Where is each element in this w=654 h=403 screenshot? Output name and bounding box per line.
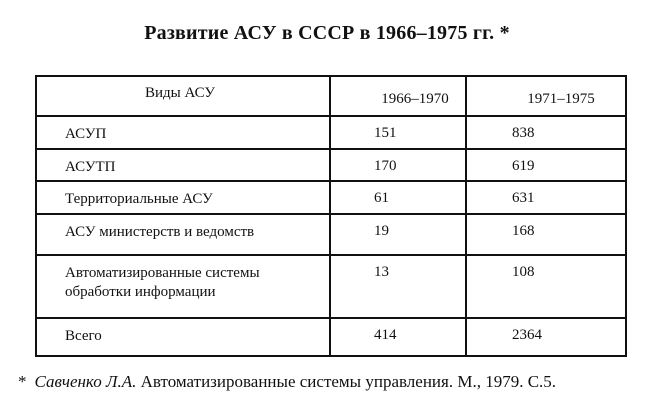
cell-y1-value: 13 <box>374 264 389 280</box>
cell-y2-value: 619 <box>512 158 535 174</box>
cell-y2 <box>466 255 626 318</box>
cell-y1-value: 170 <box>374 158 397 174</box>
cell-y1 <box>330 255 466 318</box>
cell-y2-value: 838 <box>512 125 535 141</box>
cell-y1-value: 61 <box>374 190 389 206</box>
header-period-1966-1970 <box>330 76 466 116</box>
footnote-text: Автоматизированные системы управления. М., 1979. С.5. <box>136 372 557 391</box>
cell-kind-text: Территориальные АСУ <box>65 191 213 207</box>
cell-kind-text: Автоматизированные системы обработки информации <box>65 265 260 300</box>
header-y2-label: 1971–1975 <box>527 91 595 107</box>
cell-y2-value: 168 <box>512 223 535 239</box>
data-table <box>35 75 627 357</box>
cell-kind-text: АСУП <box>65 126 107 142</box>
cell-y1 <box>330 214 466 255</box>
header-period-1971-1975 <box>466 76 626 116</box>
table-row-total <box>36 318 626 356</box>
cell-kind-text: Всего <box>65 328 102 344</box>
cell-y1 <box>330 149 466 181</box>
cell-kind <box>36 255 330 318</box>
cell-y1 <box>330 181 466 214</box>
table-header-row <box>36 76 626 116</box>
cell-y2 <box>466 116 626 149</box>
table-row <box>36 149 626 181</box>
footnote-author: Савченко Л.А. <box>34 372 137 391</box>
cell-kind <box>36 318 330 356</box>
table-row <box>36 255 626 318</box>
table-row <box>36 116 626 149</box>
cell-kind <box>36 214 330 255</box>
cell-y1-value: 19 <box>374 223 389 239</box>
cell-y1 <box>330 116 466 149</box>
cell-kind <box>36 116 330 149</box>
cell-kind-text: АСУТП <box>65 159 116 175</box>
page-title: Развитие АСУ в СССР в 1966–1975 гг. * <box>144 22 510 44</box>
cell-y2-value: 631 <box>512 190 535 206</box>
cell-y2-value: 108 <box>512 264 535 280</box>
footnote <box>18 372 556 392</box>
table-row <box>36 181 626 214</box>
cell-kind <box>36 149 330 181</box>
header-y1-label: 1966–1970 <box>381 91 449 107</box>
cell-y2 <box>466 214 626 255</box>
cell-y2 <box>466 181 626 214</box>
cell-y1 <box>330 318 466 356</box>
cell-y2-value: 2364 <box>512 327 542 343</box>
footnote-marker: * <box>18 372 27 391</box>
header-kind <box>36 76 330 116</box>
cell-y1-value: 151 <box>374 125 397 141</box>
cell-kind-text: АСУ министерств и ведомств <box>65 224 255 240</box>
cell-y1-value: 414 <box>374 327 397 343</box>
cell-y2 <box>466 318 626 356</box>
cell-kind <box>36 181 330 214</box>
header-kind-label: Виды АСУ <box>145 85 216 101</box>
cell-y2 <box>466 149 626 181</box>
table-row <box>36 214 626 255</box>
